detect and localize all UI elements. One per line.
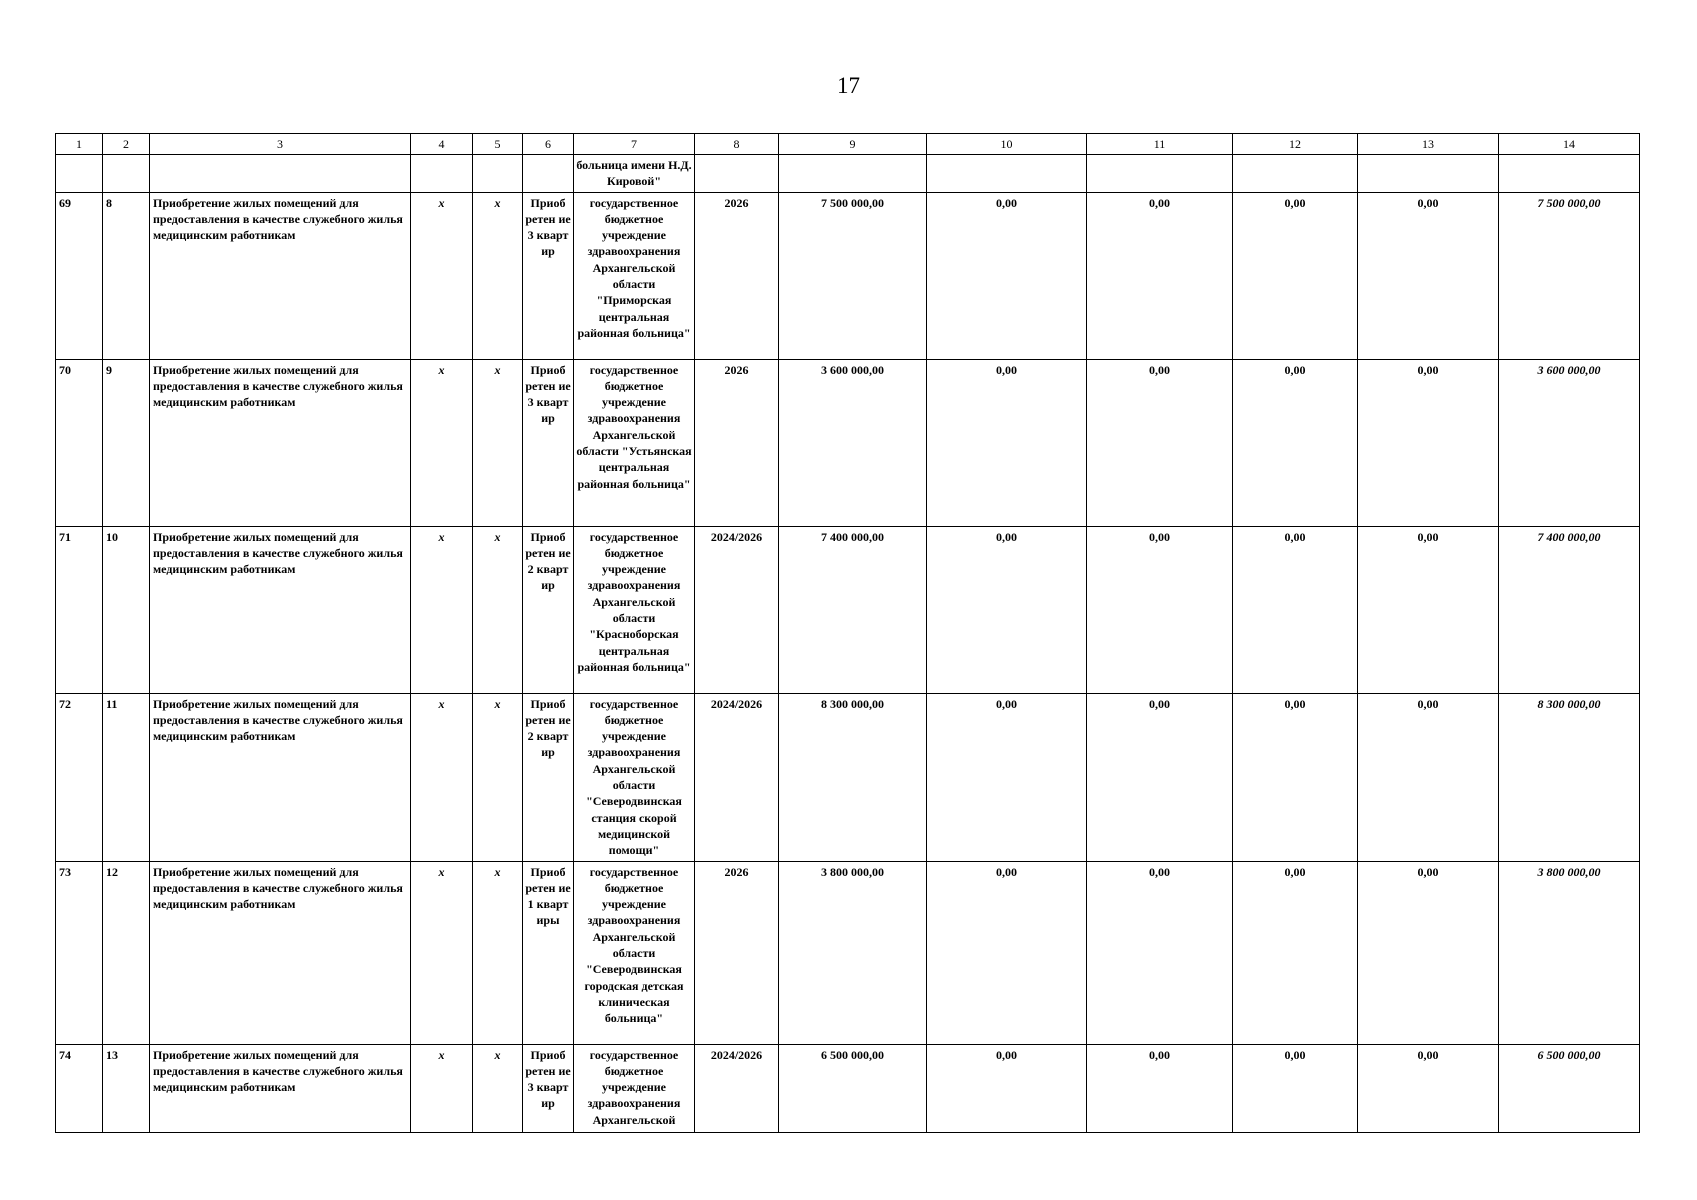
item-number-cell: 9	[103, 359, 150, 526]
amount-cell: 3 600 000,00	[779, 359, 927, 526]
amount-cell: 0,00	[1358, 192, 1499, 359]
amount-cell: 0,00	[1233, 693, 1358, 861]
x-marker-cell: x	[411, 526, 473, 693]
table-row	[56, 861, 1640, 1044]
table-row	[56, 1044, 1640, 1132]
amount-cell: 0,00	[1233, 1044, 1358, 1132]
column-header: 9	[779, 134, 927, 155]
item-number-cell: 11	[103, 693, 150, 861]
institution-cell: государственное бюджетное учреждение здравоохранения Архангельской области "Красноборская центральная районная больница"	[574, 526, 695, 693]
row-number-cell: 71	[56, 526, 103, 693]
description-cell: Приобретение жилых помещений для предоставления в качестве служебного жилья медицинским работникам	[150, 192, 411, 359]
amount-cell: 0,00	[1087, 861, 1233, 1044]
description-cell: Приобретение жилых помещений для предоставления в качестве служебного жилья медицинским работникам	[150, 359, 411, 526]
item-number-cell: 13	[103, 1044, 150, 1132]
column-header: 7	[574, 134, 695, 155]
description-cell: Приобретение жилых помещений для предоставления в качестве служебного жилья медицинским работникам	[150, 1044, 411, 1132]
x-marker-cell: x	[473, 192, 523, 359]
amount-cell: 0,00	[1358, 693, 1499, 861]
x-marker-cell: x	[411, 861, 473, 1044]
description-cell: Приобретение жилых помещений для предоставления в качестве служебного жилья медицинским работникам	[150, 693, 411, 861]
amount-cell: 0,00	[1087, 526, 1233, 693]
amount-cell: 0,00	[927, 693, 1087, 861]
x-marker-cell: x	[411, 359, 473, 526]
amount-cell: 0,00	[1358, 1044, 1499, 1132]
row-number-cell: 72	[56, 693, 103, 861]
total-amount-cell: 3 600 000,00	[1499, 359, 1640, 526]
amount-cell: 0,00	[1087, 1044, 1233, 1132]
result-cell: Приоб ретен ие 1 кварт иры	[523, 861, 574, 1044]
column-header: 6	[523, 134, 574, 155]
row-number-cell: 70	[56, 359, 103, 526]
x-marker-cell: x	[473, 359, 523, 526]
row-number-cell: 74	[56, 1044, 103, 1132]
x-marker-cell: x	[411, 693, 473, 861]
amount-cell: 6 500 000,00	[779, 1044, 927, 1132]
amount-cell: 0,00	[1087, 693, 1233, 861]
institution-cell: больница имени Н.Д. Кировой"	[574, 155, 695, 193]
amount-cell: 0,00	[927, 359, 1087, 526]
column-header: 4	[411, 134, 473, 155]
row-number-cell: 69	[56, 192, 103, 359]
total-amount-cell: 6 500 000,00	[1499, 1044, 1640, 1132]
amount-cell: 0,00	[1358, 526, 1499, 693]
amount-cell: 0,00	[927, 861, 1087, 1044]
item-number-cell: 8	[103, 192, 150, 359]
table-row	[56, 693, 1640, 861]
result-cell: Приоб ретен ие 2 кварт ир	[523, 526, 574, 693]
column-header: 1	[56, 134, 103, 155]
x-marker-cell: x	[473, 693, 523, 861]
amount-cell: 7 500 000,00	[779, 192, 927, 359]
column-header: 10	[927, 134, 1087, 155]
amount-cell: 0,00	[1233, 861, 1358, 1044]
amount-cell: 0,00	[927, 526, 1087, 693]
year-cell: 2024/2026	[695, 526, 779, 693]
result-cell: Приоб ретен ие 3 кварт ир	[523, 192, 574, 359]
amount-cell: 0,00	[927, 1044, 1087, 1132]
x-marker-cell: x	[473, 861, 523, 1044]
column-header: 5	[473, 134, 523, 155]
continuation-row	[56, 155, 1640, 193]
amount-cell: 0,00	[1358, 359, 1499, 526]
amount-cell: 8 300 000,00	[779, 693, 927, 861]
year-cell: 2026	[695, 192, 779, 359]
year-cell: 2026	[695, 861, 779, 1044]
total-amount-cell: 8 300 000,00	[1499, 693, 1640, 861]
x-marker-cell: x	[411, 192, 473, 359]
result-cell: Приоб ретен ие 3 кварт ир	[523, 359, 574, 526]
column-header: 11	[1087, 134, 1233, 155]
amount-cell: 0,00	[1087, 192, 1233, 359]
column-header: 12	[1233, 134, 1358, 155]
table-row	[56, 359, 1640, 526]
year-cell: 2024/2026	[695, 693, 779, 861]
amount-cell: 0,00	[1358, 861, 1499, 1044]
column-header: 13	[1358, 134, 1499, 155]
page-number: 17	[837, 73, 860, 98]
x-marker-cell: x	[411, 1044, 473, 1132]
year-cell: 2024/2026	[695, 1044, 779, 1132]
amount-cell: 7 400 000,00	[779, 526, 927, 693]
amount-cell: 0,00	[1087, 359, 1233, 526]
amount-cell: 3 800 000,00	[779, 861, 927, 1044]
description-cell: Приобретение жилых помещений для предоставления в качестве служебного жилья медицинским работникам	[150, 861, 411, 1044]
institution-cell: государственное бюджетное учреждение здравоохранения Архангельской области "Северодвинская городская детская клиническая больница"	[574, 861, 695, 1044]
total-amount-cell: 3 800 000,00	[1499, 861, 1640, 1044]
amount-cell: 0,00	[1233, 192, 1358, 359]
column-header: 14	[1499, 134, 1640, 155]
institution-cell: государственное бюджетное учреждение здравоохранения Архангельской области "Северодвинская станция скорой медицинской помощи"	[574, 693, 695, 861]
amount-cell: 0,00	[927, 192, 1087, 359]
column-number-row	[56, 134, 1640, 155]
column-header: 8	[695, 134, 779, 155]
table-row	[56, 192, 1640, 359]
item-number-cell: 10	[103, 526, 150, 693]
table-row	[56, 526, 1640, 693]
result-cell: Приоб ретен ие 3 кварт ир	[523, 1044, 574, 1132]
column-header: 2	[103, 134, 150, 155]
institution-cell: государственное бюджетное учреждение здравоохранения Архангельской области "Устьянская центральная районная больница"	[574, 359, 695, 526]
result-cell: Приоб ретен ие 2 кварт ир	[523, 693, 574, 861]
column-header: 3	[150, 134, 411, 155]
year-cell: 2026	[695, 359, 779, 526]
row-number-cell: 73	[56, 861, 103, 1044]
x-marker-cell: x	[473, 526, 523, 693]
total-amount-cell: 7 400 000,00	[1499, 526, 1640, 693]
amount-cell: 0,00	[1233, 526, 1358, 693]
budget-table	[55, 133, 1640, 1133]
institution-cell: государственное бюджетное учреждение здравоохранения Архангельской области "Приморская центральная районная больница"	[574, 192, 695, 359]
item-number-cell: 12	[103, 861, 150, 1044]
description-cell: Приобретение жилых помещений для предоставления в качестве служебного жилья медицинским работникам	[150, 526, 411, 693]
amount-cell: 0,00	[1233, 359, 1358, 526]
total-amount-cell: 7 500 000,00	[1499, 192, 1640, 359]
x-marker-cell: x	[473, 1044, 523, 1132]
institution-cell: государственное бюджетное учреждение здравоохранения Архангельской	[574, 1044, 695, 1132]
